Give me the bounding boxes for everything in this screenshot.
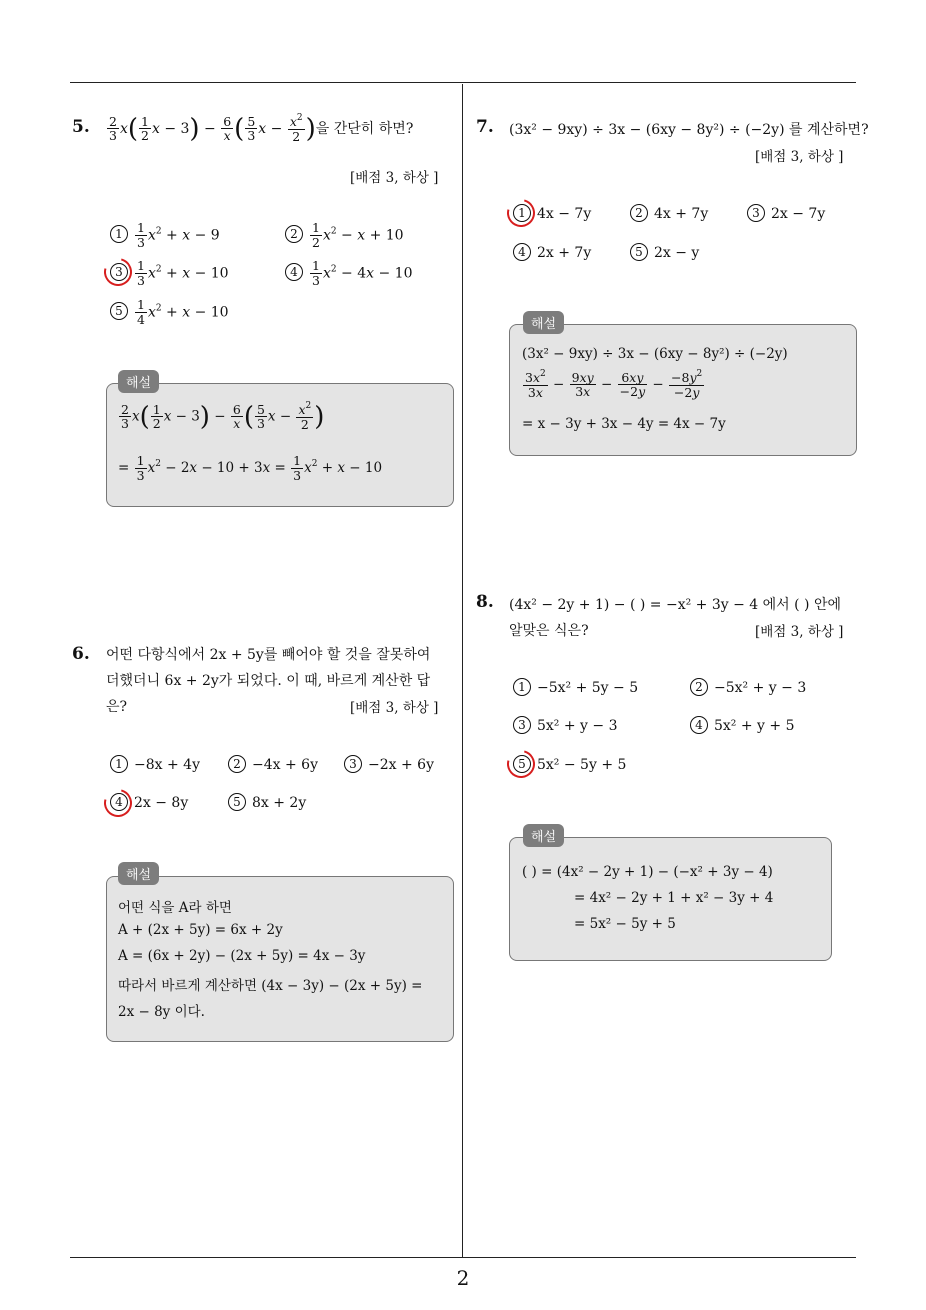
q5-stem: $\frac{2}{3}$ x( $\frac{1}{2}$ x − 3) − $\frac{6}{x}$ ( $\frac{5}{3}$ x − $\frac{x^2}{2}$ )을 간단히 하면? — [109, 113, 414, 144]
q8-solution-line-1: ( ) = (4x² − 2y + 1) − (−x² + 3y − 4) — [522, 864, 773, 880]
q5-option-4[interactable]: 4 $\frac{1}{3}$ $x^2 - 4x - 10$ — [285, 259, 413, 288]
q6-answer-mark — [99, 784, 137, 822]
q6-number: 6. — [72, 644, 90, 664]
q5-solution-badge: 해설 — [118, 370, 159, 393]
q7-option-4[interactable]: 4 2x + 7y — [513, 243, 591, 261]
q6-stem-line-1: 어떤 다항식에서 2x + 5y를 빼어야 할 것을 잘못하여 — [106, 647, 431, 663]
q7-option-3[interactable]: 3 2x − 7y — [747, 204, 825, 222]
q5-option-3[interactable]: 3 $\frac{1}{3}$ $x^2 + x - 10$ — [110, 259, 229, 288]
q8-option-4[interactable]: 4 5x² + y + 5 — [690, 716, 795, 734]
q8-solution-line-3: = 5x² − 5y + 5 — [574, 916, 676, 932]
q7-solution-line-2: $\frac{3x^2}{3x}$ − $\frac{9xy}{3x}$ − $\frac{6xy}{-2y}$ − $\frac{-8y^2}{-2y}$ — [525, 369, 703, 400]
q7-score: [배점 3, 하상 ] — [755, 149, 844, 165]
q8-option-2[interactable]: 2 −5x² + y − 3 — [690, 678, 806, 696]
q6-option-4[interactable]: 4 2x − 8y — [110, 793, 188, 811]
top-rule — [70, 82, 856, 83]
q5-number: 5. — [72, 117, 90, 137]
q5-solution-line-1: $\frac{2}{3}$ x( $\frac{1}{2}$ x − 3) − $\frac{6}{x}$ ( $\frac{5}{3}$ x − $\frac{x^2}{2}$ ) — [121, 401, 325, 432]
q6-score: [배점 3, 하상 ] — [350, 700, 439, 716]
q5-option-2[interactable]: 2 $\frac{1}{2}$ $x^2 - x + 10$ — [285, 221, 404, 250]
q7-option-1[interactable]: 1 4x − 7y — [513, 204, 591, 222]
q7-stem: (3x² − 9xy) ÷ 3x − (6xy − 8y²) ÷ (−2y) 를 계산하면? — [509, 122, 869, 138]
q6-solution-line-3: A = (6x + 2y) − (2x + 5y) = 4x − 3y — [118, 948, 366, 964]
q5-stem-suffix: 을 간단히 하면? — [315, 120, 414, 137]
bottom-rule — [70, 1257, 856, 1258]
q5-option-5[interactable]: 5 $\frac{1}{4}$ $x^2 + x - 10$ — [110, 298, 229, 327]
q5-score: [배점 3, 하상 ] — [350, 170, 439, 186]
q6-solution-badge: 해설 — [118, 862, 159, 885]
q6-solution-line-1: 어떤 식을 A라 하면 — [118, 900, 232, 916]
q8-answer-mark — [502, 745, 540, 783]
q7-option-5[interactable]: 5 2x − y — [630, 243, 699, 261]
q7-answer-mark — [502, 194, 540, 232]
q8-option-5[interactable]: 5 5x² − 5y + 5 — [513, 755, 626, 773]
q8-solution-line-2: = 4x² − 2y + 1 + x² − 3y + 4 — [574, 890, 774, 906]
q6-option-5[interactable]: 5 8x + 2y — [228, 793, 306, 811]
q8-stem-line-2: 알맞은 식은? — [509, 623, 589, 639]
page-number: 2 — [456, 1266, 470, 1290]
q7-number: 7. — [476, 117, 494, 137]
q6-solution-line-4: 따라서 바르게 계산하면 (4x − 3y) − (2x + 5y) = — [118, 978, 423, 994]
q6-option-3[interactable]: 3 −2x + 6y — [344, 755, 434, 773]
q7-option-2[interactable]: 2 4x + 7y — [630, 204, 708, 222]
q6-solution-line-2: A + (2x + 5y) = 6x + 2y — [118, 922, 283, 938]
q6-solution-line-5: 2x − 8y 이다. — [118, 1004, 205, 1020]
q8-number: 8. — [476, 592, 494, 612]
q8-solution-badge: 해설 — [523, 824, 564, 847]
q6-stem-line-2: 더했더니 6x + 2y가 되었다. 이 때, 바르게 계산한 답 — [106, 673, 431, 689]
q7-solution-line-3: = x − 3y + 3x − 4y = 4x − 7y — [522, 416, 726, 432]
column-divider — [462, 84, 463, 1258]
q7-solution-line-1: (3x² − 9xy) ÷ 3x − (6xy − 8y²) ÷ (−2y) — [522, 346, 788, 362]
q8-option-1[interactable]: 1 −5x² + 5y − 5 — [513, 678, 638, 696]
q5-solution-line-2: = $\frac{1}{3}$ $x^2 - 2x - 10 + 3x$ = $\frac{1}{3}$ $x^2 + x - 10$ — [118, 453, 383, 483]
q6-option-2[interactable]: 2 −4x + 6y — [228, 755, 318, 773]
q8-stem-line-1: (4x² − 2y + 1) − ( ) = −x² + 3y − 4 에서 ( ) 안에 — [509, 597, 842, 613]
q8-score: [배점 3, 하상 ] — [755, 624, 844, 640]
q7-solution-badge: 해설 — [523, 311, 564, 334]
q6-stem-line-3: 은? — [106, 699, 128, 715]
q5-option-1[interactable]: 1 $\frac{1}{3}$ $x^2 + x - 9$ — [110, 221, 220, 250]
q6-option-1[interactable]: 1 −8x + 4y — [110, 755, 200, 773]
q8-option-3[interactable]: 3 5x² + y − 3 — [513, 716, 618, 734]
